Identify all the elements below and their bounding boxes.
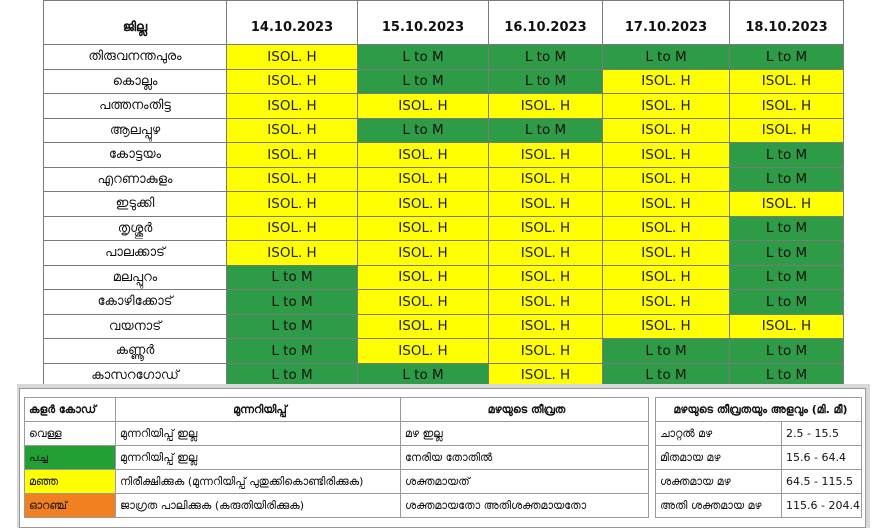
forecast-cell: L to M xyxy=(358,45,489,70)
legend-header: മഴയുടെ തീവ്രത xyxy=(401,398,649,422)
forecast-cell: L to M xyxy=(489,118,603,143)
forecast-cell: ISOL. H xyxy=(730,118,844,143)
forecast-cell: ISOL. H xyxy=(489,94,603,119)
district-name: തൃശ്ശൂർ xyxy=(44,216,227,241)
forecast-cell: ISOL. H xyxy=(489,363,603,388)
district-name: ആലപ്പുഴ xyxy=(44,118,227,143)
intensity-row xyxy=(656,470,862,494)
district-name: കണ്ണൂർ xyxy=(44,339,227,364)
forecast-row xyxy=(44,290,844,315)
district-name: കൊല്ലം xyxy=(44,69,227,94)
forecast-row xyxy=(44,45,844,70)
intensity-range: 15.6 - 64.4 xyxy=(782,446,862,470)
legend-row xyxy=(25,494,649,518)
district-name: പാലക്കാട് xyxy=(44,241,227,266)
forecast-cell: L to M xyxy=(730,290,844,315)
district-name: എറണാകുളം xyxy=(44,167,227,192)
color-code-legend xyxy=(24,397,649,518)
warning-text: നിരീക്ഷിക്കുക (മുന്നറിയിപ്പ് പുതുക്കികൊണ്ടിരിക്കുക) xyxy=(116,470,401,494)
date-column-header: 14.10.2023 xyxy=(227,1,358,45)
forecast-cell: ISOL. H xyxy=(730,314,844,339)
forecast-row xyxy=(44,118,844,143)
forecast-row xyxy=(44,69,844,94)
intensity-header-row xyxy=(656,398,862,422)
forecast-cell: ISOL. H xyxy=(730,192,844,217)
intensity-text: ശക്തമായത് xyxy=(401,470,649,494)
date-column-header: 15.10.2023 xyxy=(358,1,489,45)
forecast-cell: ISOL. H xyxy=(603,143,730,168)
intensity-text: മഴ ഇല്ല xyxy=(401,422,649,446)
forecast-cell: ISOL. H xyxy=(603,118,730,143)
forecast-cell: ISOL. H xyxy=(358,241,489,266)
forecast-cell: ISOL. H xyxy=(358,290,489,315)
forecast-cell: L to M xyxy=(227,363,358,388)
forecast-cell: L to M xyxy=(358,69,489,94)
forecast-cell: L to M xyxy=(358,363,489,388)
district-name: വയനാട് xyxy=(44,314,227,339)
forecast-cell: ISOL. H xyxy=(489,339,603,364)
forecast-row xyxy=(44,265,844,290)
forecast-cell: L to M xyxy=(730,167,844,192)
forecast-cell: ISOL. H xyxy=(489,290,603,315)
forecast-cell: ISOL. H xyxy=(358,339,489,364)
forecast-cell: ISOL. H xyxy=(227,192,358,217)
forecast-cell: L to M xyxy=(603,339,730,364)
intensity-range: 64.5 - 115.5 xyxy=(782,470,862,494)
forecast-cell: L to M xyxy=(227,314,358,339)
forecast-row xyxy=(44,143,844,168)
forecast-cell: ISOL. H xyxy=(358,265,489,290)
warning-text: മുന്നറിയിപ്പ് ഇല്ല xyxy=(116,422,401,446)
forecast-cell: L to M xyxy=(730,45,844,70)
forecast-row xyxy=(44,192,844,217)
forecast-cell: ISOL. H xyxy=(227,143,358,168)
intensity-label: ചാറ്റൽ മഴ xyxy=(656,422,782,446)
forecast-cell: L to M xyxy=(730,339,844,364)
forecast-header-row xyxy=(44,1,844,45)
forecast-table xyxy=(43,0,844,388)
intensity-label: മിതമായ മഴ xyxy=(656,446,782,470)
intensity-text: ശക്തമായതോ അതിശക്തമായതോ xyxy=(401,494,649,518)
forecast-cell: ISOL. H xyxy=(489,216,603,241)
forecast-cell: L to M xyxy=(730,241,844,266)
forecast-cell: ISOL. H xyxy=(227,167,358,192)
forecast-cell: L to M xyxy=(227,339,358,364)
forecast-row xyxy=(44,94,844,119)
intensity-row xyxy=(656,494,862,518)
warning-text: മുന്നറിയിപ്പ് ഇല്ല xyxy=(116,446,401,470)
forecast-cell: ISOL. H xyxy=(603,290,730,315)
district-name: കോട്ടയം xyxy=(44,143,227,168)
district-column-header: ജില്ല xyxy=(44,1,227,45)
color-swatch-label: മഞ്ഞ xyxy=(25,470,116,494)
forecast-row xyxy=(44,241,844,266)
forecast-cell: ISOL. H xyxy=(227,69,358,94)
forecast-cell: L to M xyxy=(227,265,358,290)
intensity-range: 2.5 - 15.5 xyxy=(782,422,862,446)
color-swatch-label: ഓറഞ്ച് xyxy=(25,494,116,518)
forecast-cell: ISOL. H xyxy=(603,314,730,339)
district-name: പത്തനംതിട്ട xyxy=(44,94,227,119)
color-swatch-label: പച്ച xyxy=(25,446,116,470)
forecast-cell: ISOL. H xyxy=(489,241,603,266)
forecast-cell: ISOL. H xyxy=(358,314,489,339)
forecast-cell: ISOL. H xyxy=(603,167,730,192)
forecast-row xyxy=(44,314,844,339)
legend-row xyxy=(25,446,649,470)
forecast-cell: L to M xyxy=(489,45,603,70)
forecast-cell: ISOL. H xyxy=(489,143,603,168)
forecast-cell: L to M xyxy=(489,69,603,94)
forecast-cell: ISOL. H xyxy=(603,192,730,217)
forecast-cell: ISOL. H xyxy=(358,216,489,241)
forecast-cell: L to M xyxy=(603,363,730,388)
legend-row xyxy=(25,470,649,494)
forecast-cell: L to M xyxy=(227,290,358,315)
forecast-cell: ISOL. H xyxy=(227,118,358,143)
forecast-row xyxy=(44,216,844,241)
forecast-cell: ISOL. H xyxy=(603,94,730,119)
date-column-header: 18.10.2023 xyxy=(730,1,844,45)
forecast-cell: ISOL. H xyxy=(489,167,603,192)
forecast-cell: ISOL. H xyxy=(358,167,489,192)
district-name: മലപ്പുറം xyxy=(44,265,227,290)
forecast-cell: ISOL. H xyxy=(489,265,603,290)
forecast-cell: ISOL. H xyxy=(358,143,489,168)
forecast-cell: L to M xyxy=(358,118,489,143)
intensity-range: 115.6 - 204.4 xyxy=(782,494,862,518)
forecast-cell: L to M xyxy=(730,216,844,241)
intensity-text: നേരിയ തോതിൽ xyxy=(401,446,649,470)
forecast-row xyxy=(44,339,844,364)
date-column-header: 16.10.2023 xyxy=(489,1,603,45)
intensity-header: മഴയുടെ തീവ്രതയും അളവും (മി. മീ) xyxy=(656,398,862,422)
legend-row xyxy=(25,422,649,446)
forecast-cell: ISOL. H xyxy=(730,69,844,94)
forecast-cell: L to M xyxy=(730,265,844,290)
forecast-cell: ISOL. H xyxy=(603,265,730,290)
forecast-cell: L to M xyxy=(730,363,844,388)
forecast-cell: ISOL. H xyxy=(603,241,730,266)
forecast-cell: ISOL. H xyxy=(489,192,603,217)
forecast-cell: ISOL. H xyxy=(489,314,603,339)
forecast-cell: ISOL. H xyxy=(358,192,489,217)
legend-header-row xyxy=(25,398,649,422)
forecast-cell: L to M xyxy=(603,45,730,70)
color-swatch-label: വെള്ള xyxy=(25,422,116,446)
forecast-cell: ISOL. H xyxy=(603,216,730,241)
forecast-cell: ISOL. H xyxy=(227,216,358,241)
intensity-row xyxy=(656,422,862,446)
district-name: തിരുവനന്തപുരം xyxy=(44,45,227,70)
forecast-cell: ISOL. H xyxy=(227,241,358,266)
district-name: കാസറഗോഡ് xyxy=(44,363,227,388)
forecast-cell: ISOL. H xyxy=(358,94,489,119)
forecast-cell: L to M xyxy=(730,143,844,168)
forecast-cell: ISOL. H xyxy=(227,45,358,70)
intensity-row xyxy=(656,446,862,470)
legend-header: മുന്നറിയിപ്പ് xyxy=(116,398,401,422)
intensity-label: അതി ശക്തമായ മഴ xyxy=(656,494,782,518)
forecast-cell: ISOL. H xyxy=(227,94,358,119)
rain-intensity-table xyxy=(655,397,862,518)
district-name: ഇടുക്കി xyxy=(44,192,227,217)
date-column-header: 17.10.2023 xyxy=(603,1,730,45)
district-name: കോഴിക്കോട് xyxy=(44,290,227,315)
forecast-row xyxy=(44,167,844,192)
warning-text: ജാഗ്രത പാലിക്കുക (കരുതിയിരിക്കുക) xyxy=(116,494,401,518)
forecast-cell: ISOL. H xyxy=(730,94,844,119)
forecast-cell: ISOL. H xyxy=(603,69,730,94)
legend-header: കളർ കോഡ് xyxy=(25,398,116,422)
intensity-label: ശക്തമായ മഴ xyxy=(656,470,782,494)
